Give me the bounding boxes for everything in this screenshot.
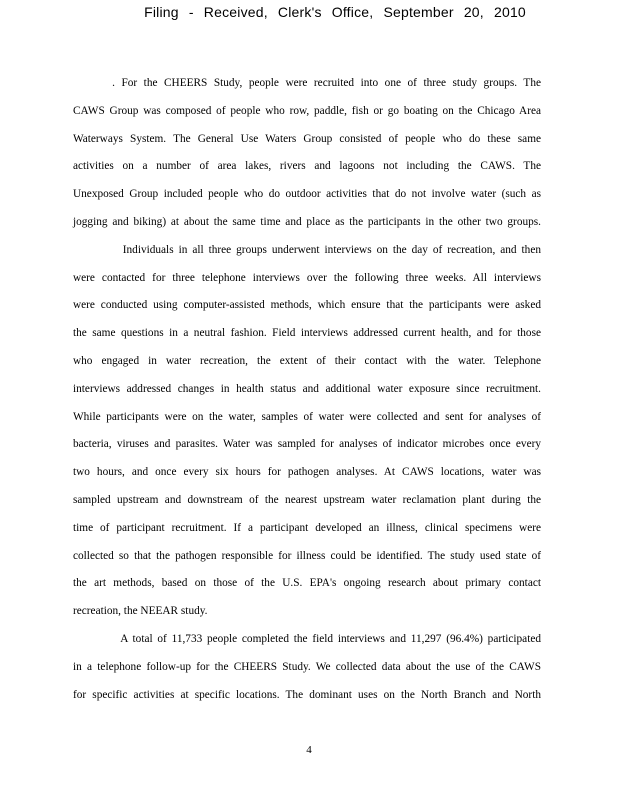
text-line: jogging and biking) at about the same time and place as the participants in the other two groups. bbox=[73, 215, 541, 228]
filing-header: Filing - Received, Clerk's Office, September 20, 2010 bbox=[144, 4, 526, 20]
text-line: two hours, and once every six hours for pathogen analyses. At CAWS locations, water was bbox=[73, 466, 541, 479]
text-line: activities on a number of area lakes, rivers and lagoons not including the CAWS. The bbox=[73, 160, 541, 173]
text-line: were contacted for three telephone interviews over the following three weeks. All interviews bbox=[73, 271, 541, 284]
text-line: the art methods, based on those of the U.S. EPA's ongoing research about primary contact bbox=[73, 577, 541, 590]
paragraph-3 bbox=[73, 626, 541, 709]
text-line: While participants were on the water, samples of water were collected and sent for analyses of bbox=[73, 410, 541, 423]
text-line: interviews addressed changes in health status and additional water exposure since recruitment. bbox=[73, 382, 541, 395]
paragraph-1 bbox=[73, 70, 541, 237]
text-line: . For the CHEERS Study, people were recruited into one of three study groups. The bbox=[73, 77, 541, 89]
text-line: Individuals in all three groups underwent interviews on the day of recreation, and then bbox=[73, 243, 541, 256]
text-line: were conducted using computer-assisted methods, which ensure that the participants were asked bbox=[73, 299, 541, 312]
text-line: Unexposed Group included people who do outdoor activities that do not involve water (such as bbox=[73, 188, 541, 201]
text-line: for specific activities at specific locations. The dominant uses on the North Branch and North bbox=[73, 688, 541, 701]
text-line: A total of 11,733 people completed the field interviews and 11,297 (96.4%) participated bbox=[73, 632, 541, 645]
text-line: the same questions in a neutral fashion. Field interviews addressed current health, and for those bbox=[73, 327, 541, 340]
text-line: bacteria, viruses and parasites. Water was sampled for analyses of indicator microbes once every bbox=[73, 438, 541, 451]
text-line: recreation, the NEEAR study. bbox=[73, 605, 208, 618]
paragraph-2 bbox=[73, 237, 541, 626]
text-line: sampled upstream and downstream of the nearest upstream water reclamation plant during the bbox=[73, 493, 541, 506]
text-line: who engaged in water recreation, the extent of their contact with the water. Telephone bbox=[73, 354, 541, 367]
text-line: CAWS Group was composed of people who row, paddle, fish or go boating on the Chicago Area bbox=[73, 104, 541, 117]
text-line: Waterways System. The General Use Waters Group consisted of people who do these same bbox=[73, 132, 541, 145]
text-line: time of participant recruitment. If a participant developed an illness, clinical specimens were bbox=[73, 521, 541, 534]
text-line: in a telephone follow-up for the CHEERS Study. We collected data about the use of the CAWS bbox=[73, 660, 541, 673]
text-line: collected so that the pathogen responsible for illness could be identified. The study used state of bbox=[73, 549, 541, 562]
page-number: 4 bbox=[306, 744, 312, 756]
body-text bbox=[73, 70, 541, 709]
